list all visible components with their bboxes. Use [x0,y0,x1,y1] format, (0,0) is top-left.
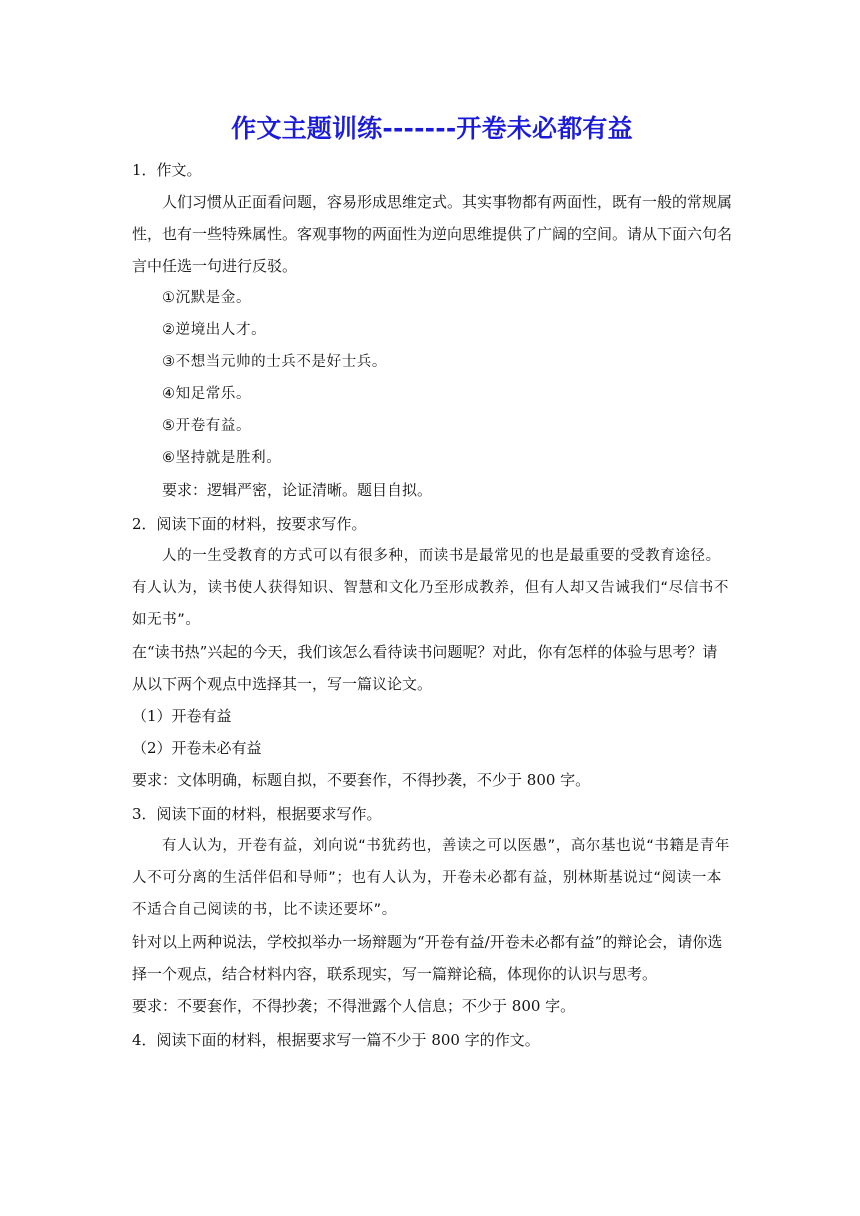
quote-option-6: ⑥坚持就是胜利。 [162,450,282,466]
question-2-prompt: 在“读书热”兴起的今天，我们该怎么看待读书问题呢？对此，你有怎样的体验与思考？请从以下两个观点中选择其一，写一篇议论文。 [132,643,718,693]
viewpoint-option-1: （1）开卷有益 [132,707,232,725]
question-3-material: 有人认为，开卷有益，刘向说“书犹药也，善读之可以医愚”，高尔基也说“书籍是青年人不可分离的生活伴侣和导师”；也有人认为，开卷未必都有益，别林斯基说过“阅读一本不适合自己阅读的书，比不读还要坏”。 [132,838,730,918]
question-3-prompt: 针对以上两种说法，学校拟举办一场辩题为“开卷有益/开卷未必都有益”的辩论会，请你选择一个观点，结合材料内容，联系现实，写一篇辩论稿，体现你的认识与思考。 [132,933,723,983]
question-1-requirement: 要求：逻辑严密，论证清晰。题目自拟。 [162,481,433,499]
quote-option-1: ①沉默是金。 [162,290,252,306]
quote-option-5: ⑤开卷有益。 [162,418,252,434]
question-2-material: 人的一生受教育的方式可以有很多种，而读书是最常见的也是最重要的受教育途径。有人认为，读书使人获得知识、智慧和文化乃至形成教养，但有人却又告诫我们“尽信书不如无书”。 [132,548,730,628]
quote-option-3: ③不想当元帅的士兵不是好士兵。 [162,354,387,370]
question-3 [132,798,732,1022]
quote-option-2: ②逆境出人才。 [162,322,267,338]
question-1-heading: 1．作文。 [132,161,202,179]
document-title: 作文主题训练-------开卷未必都有益 [231,114,633,143]
question-4-heading: 4．阅读下面的材料，根据要求写一篇不少于 800 字的作文。 [132,1031,540,1049]
question-3-requirement: 要求：不要套作，不得抄袭；不得泄露个人信息；不少于 800 字。 [132,997,576,1015]
question-2 [132,508,732,796]
question-2-requirement: 要求：文体明确，标题自拟，不要套作，不得抄袭，不少于 800 字。 [132,771,591,789]
question-3-heading: 3．阅读下面的材料，根据要求写作。 [132,805,382,823]
question-2-heading: 2．阅读下面的材料，按要求写作。 [132,515,367,533]
quote-option-4: ④知足常乐。 [162,386,252,402]
question-4 [132,1024,732,1056]
question-1 [132,154,732,506]
question-1-intro: 人们习惯从正面看问题，容易形成思维定式。其实事物都有两面性，既有一般的常规属性，也有一些特殊属性。客观事物的两面性为逆向思维提供了广阔的空间。请从下面六句名言中任选一句进行反驳。 [132,193,733,275]
viewpoint-option-2: （2）开卷未必有益 [132,739,262,757]
